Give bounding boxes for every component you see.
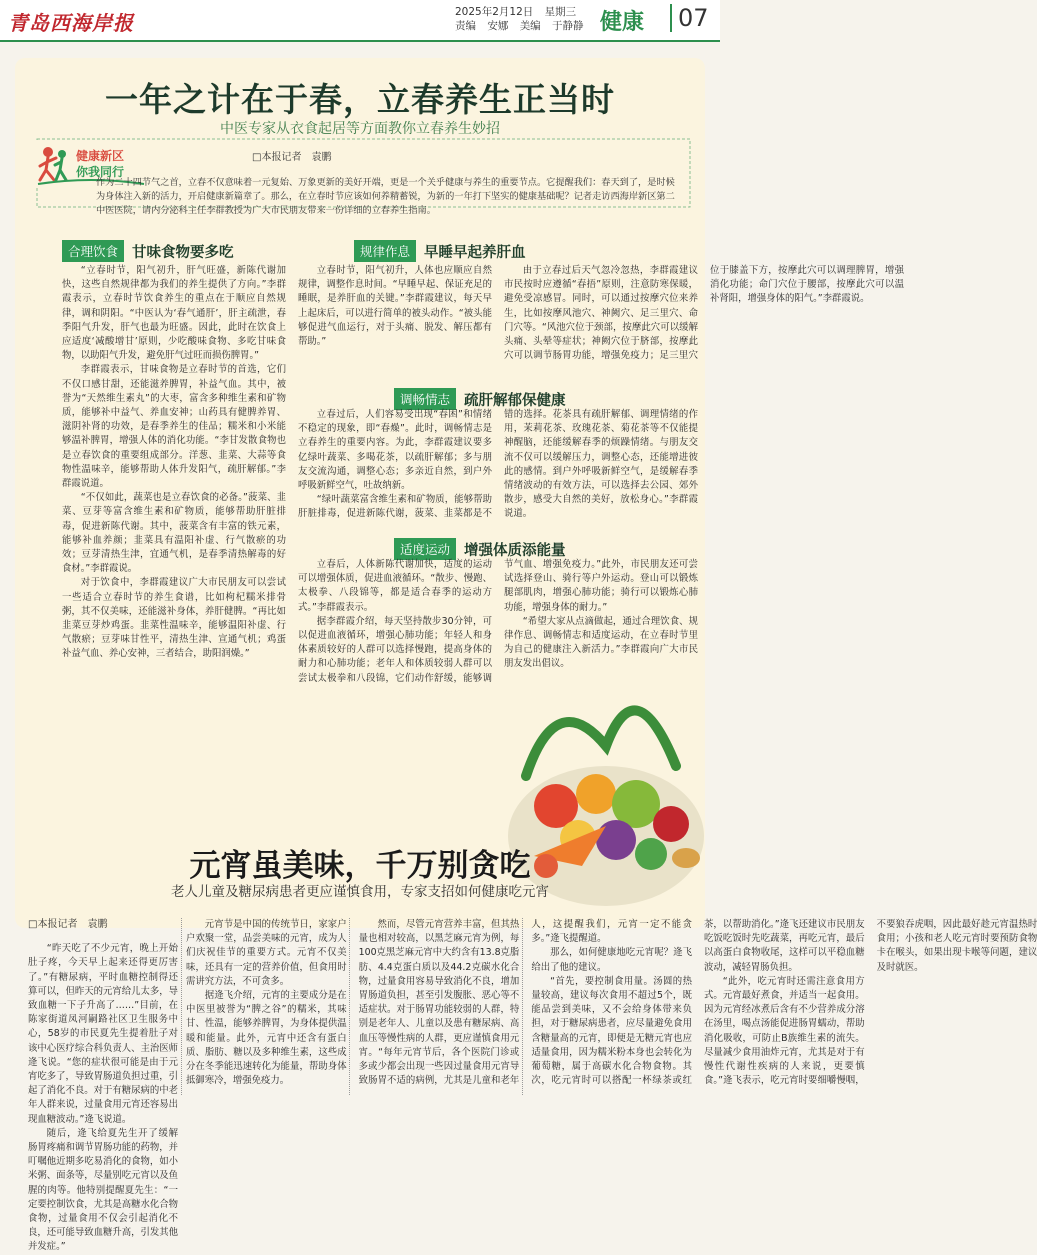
article2-columns-2-4	[186, 918, 1037, 1095]
paragraph: 据逄飞介绍，元宵的主要成分是在中医里被誉为“脾之谷”的糯米，其味甘、性温，能够养脾胃，为身体提供温暖和能量。此外，元宵中还含有蛋白质、脂肪、糖以及多种维生素，这些成分在冬季能迅速转化为能量，帮助身体抵御寒冷，增强免疫力。	[186, 990, 347, 1087]
section-name: 健康	[600, 10, 645, 35]
paragraph: 随后，逄飞给夏先生开了缓解肠胃疼痛和调节胃肠功能的药物，并叮嘱他近期多吃易消化的食物，如小米粥、面条等，尽量别吃元宵以及鱼腥的肉等。他特别提醒夏先生：“一定要控制饮食，尤其是高糖水化合物食物，过量食用不仅会引起消化不良，还可能导致血糖升高，引发其他并发症。”	[28, 1127, 179, 1253]
section-tag: 规律作息	[354, 240, 416, 262]
section-title: 早睡早起养肝血	[424, 244, 526, 261]
badge-line-2: 你我同行	[76, 165, 125, 179]
section-body-routine	[298, 264, 904, 364]
section-tag: 合理饮食	[62, 240, 124, 262]
paragraph: 那么，如何健康地吃元宵呢？逄飞给出了他的建议。	[531, 947, 692, 973]
column-divider	[349, 918, 350, 1095]
section-heading-exercise	[394, 538, 566, 560]
section-heading-diet	[62, 240, 234, 262]
editor-credit: 安娜	[487, 20, 509, 32]
article1-title: 一年之计在于春，立春养生正当时	[105, 80, 615, 119]
article2-body	[28, 918, 1037, 1253]
paragraph: “绿叶蔬菜富含维生素和矿物质，能够帮助肝脏排毒，促进新陈代谢，菠菜、韭菜都是不错的选择。花茶具有疏肝解郁、调理情绪的作用，茉莉花茶、玫瑰花茶、菊花茶等不仅能提神醒脑，还能缓解春季的烦躁情绪。与朋友交流不仅可以缓解压力，调整心态，还能增进彼此的感情。到户外呼吸新鲜空气，是缓解春季情绪波动的有效方法，可以选择去公园、郊外散步，感受大自然的美好，放松身心。”李群霞说道。	[298, 409, 698, 520]
editor-credit: 于静静	[552, 20, 584, 32]
section-title: 增强体质添能量	[464, 542, 566, 559]
section-tag: 适度运动	[394, 538, 456, 560]
section-title: 甘味食物要多吃	[132, 244, 234, 261]
article2-column-1	[28, 918, 179, 1253]
masthead: 青岛西海岸报	[8, 11, 134, 35]
issue-weekday: 星期三	[544, 6, 577, 18]
article2-byline: □本报记者 袁鹏	[28, 919, 108, 930]
paragraph: 立春过后，人们容易受出现“春困”和情绪不稳定的现象，即“春燥”。此时，调畅情志是立春养生的重要内容。为此，李群霞建议要多亿绿叶蔬菜、多喝花茶，以疏肝解郁；多与朋友交流沟通，调整心态；多亲近自然，到户外呼吸新鲜空气，吐故纳新。	[298, 409, 492, 492]
paragraph: 李群霞表示，甘味食物是立春时节的首选，它们不仅口感甘甜，还能滋养脾胃，补益气血。其中，被誉为“天然维生素丸”的大枣，富含多种维生素和矿物质，能够补中益气、养血安神；山药具有健脾养胃、滋阴补肾的功效，是春季养生的佳品；糯米和小米能够温补脾胃，增强人体的消化功能。“李甘发散食物也是立春饮食的重要组成部分。洋葱、韭菜、大蒜等食物性温味辛，能够帮助人体升发阳气，疏肝解郁。”李群霞说道。	[62, 364, 286, 490]
editor-credit: 责编	[455, 20, 476, 32]
section-tag: 调畅情志	[394, 388, 456, 410]
paragraph: 然而，尽管元宵营养丰富，但其热量也相对较高，以黑芝麻元宵为例，每100克黑芝麻元宵中大约含有13.8克脂肪、4.4克蛋白质以及44.2克碳水化合物，过量食用容易导致消化不良，增加胃肠道负担，甚至引发腹胀、恶心等不适症状。对于肠胃功能较弱的人群，特别是老年人、儿童以及患有糖尿病、高血压等慢性病的人群，更应谨慎食用元宵。“每年元宵节后，各个医院门诊或多或少都会出现一些因过量食用元宵导致肠胃不适的病例，尤其是儿童和老年人，这提醒我们，元宵一定不能贪多。”逄飞提醒道。	[358, 919, 692, 1087]
section-heading-emotion	[394, 388, 566, 410]
paragraph: 对于饮食中，李群霞建议广大市民朋友可以尝试一些适合立春时节的养生食谱，比如枸杞糯米排骨粥，其不仅美味，还能滋补身体，养肝健脾。“再比如韭菜豆芽炒鸡蛋。韭菜性温味辛，能够温阳补虚、行气散瘀；豆芽味甘性平，清热生津、宣通气机；鸡蛋补益气血、养心安神，三者结合，助阳润燥。”	[62, 577, 286, 660]
editor-credit: 美编	[519, 20, 541, 32]
section-body-emotion	[298, 408, 698, 530]
paragraph: 立春时节，阳气初升，人体也应顺应自然规律，调整作息时间。“早睡早起、保证充足的睡眠，是养肝血的关键。”李群霞建议，每天早上起床后，可以进行简单的被头动作。“被头能够促进气血运行，对于头痛、脱发、解压都有帮助。”	[298, 265, 492, 348]
badge-line-1: 健康新区	[76, 149, 125, 163]
paragraph: “首先，要控制食用量。汤圆的热量较高，建议每次食用不超过5个，既能品尝到美味，又不会给身体带来负担，对于糖尿病患者，应尽量避免食用含糖量高的元宵，即便是无糖元宵也应适量食用，因为糯米粉本身也会转化为葡萄糖，属于高碳水化合物食物。其次，吃元宵时可以搭配一杯绿茶或红茶，以帮助消化。”逄飞还建议市民朋友吃饭吃饭时先吃蔬菜，再吃元宵，最后以高蛋白食物收尾，这样可以平稳血糖波动，减轻胃肠负担。	[531, 919, 865, 1087]
paragraph: “昨天吃了不少元宵，晚上开始肚子疼，今天早上起来还得更厉害了。”有糖尿病，平时血糖控制得还算可以，但昨天的元宵给儿太多，导致血糖一下子升高了……”目前，在陈家街道凤河嗣路社区卫生服务中心，58岁的市民夏先生提着肚子对该中心医疗综合科负责人、主治医师逄飞说。“您的症状很可能是由于元宵吃多了，导致胃肠道负担过重，引起了消化不良。对于有糖尿病的中老年人群来说，过量食用元宵还容易出现血糖波动。”逄飞说道。	[28, 943, 179, 1125]
article2-subtitle: 老人儿童及糖尿病患者更应谨慎食用，专家支招如何健康吃元宵	[171, 884, 549, 900]
paragraph: “不仅如此，蔬菜也是立春饮食的必备。”菠菜、韭菜、豆芽等富含维生素和矿物质，能够帮助肝脏排毒，促进新陈代谢。其中，菠菜含有丰富的铁元素，能够补血养颜；韭菜具有温阳补虚、行气散瘀的功效；豆芽清热生津，宜通气机，是春季清热解毒的好食材。”李群霞说。	[62, 492, 286, 575]
section-title: 疏肝解郁保健康	[464, 392, 566, 409]
column-divider	[522, 918, 523, 1095]
column-divider	[181, 918, 182, 1095]
section-heading-routine	[354, 240, 526, 262]
paragraph: 据李群霞介绍，每天坚持散步30分钟，可以促进血液循环，增强心肺功能；年轻人和身体素质较好的人群可以选择慢跑，提高身体的耐力和心肺功能；老年人和体质较弱人群可以尝试太极拳和八段锦，它们动作舒缓，能够调节气血、增强免疫力。”此外，市民朋友还可尝试选择登山、骑行等户外运动。登山可以锻炼腿部肌肉，增强心肺功能；骑行可以锻炼心肺功能，增强身体的耐力。”	[298, 559, 698, 684]
paragraph: “此外，吃元宵时还需注意食用方式。元宵最好煮食，并适当一起食用。因为元宵经冰煮后含有不少营养成分溶在汤里，喝点汤能促进肠胃蠕动，帮助消化吸收，可防止B族维生素的流失。尽量减少食用油炸元宵，尤其是对于有慢性代谢性疾病的人来说，更要慎食。”逄飞表示，吃元宵时要细嚼慢咽，不要狼吞虎咽，因此最好趁元宵温热时食用；小孩和老人吃元宵时要预防食物卡在喉头，如果出现卡喉等问题，建议及时就医。	[703, 919, 1037, 1087]
article2-title: 元宵虽美味，千万别贪吃	[189, 848, 531, 884]
article1-subtitle: 中医专家从衣食起居等方面教你立春养生妙招	[220, 121, 500, 137]
paragraph: 立春后，人体新陈代谢加快，适度的运动可以增强体质，促进血液循环。“散步、慢跑、太极拳、八段锦等，都是适合春季的运动方式。”李群霞表示。	[298, 559, 492, 613]
issue-info	[455, 5, 592, 33]
paragraph: 元宵节是中国的传统节日，家家户户欢聚一堂，品尝美味的元宵，成为人们庆祝佳节的重要方式。元宵不仅美味，还具有一定的营养价值，但食用时需讲究方法，不可贪多。	[186, 919, 347, 987]
article1-byline: □本报记者 袁鹏	[252, 152, 332, 163]
fruits-vegetables-illustration	[486, 626, 708, 956]
page-header	[0, 0, 720, 42]
paragraph: “立春时节，阳气初升，肝气旺盛，新陈代谢加快，这些自然规律都为我们的养生提供了方向。”李群霞表示，立春时节饮食养生的重点在于顺应自然规律，调和阴阳。“中医认为‘春气通肝’，肝主疏泄，春季阳气升发，肝气也最为旺盛。因此，此时在饮食上应适度‘减酸增甘’原则，少吃酸味食物、多吃甘味食物，以助阳气升发，避免肝气过旺而损伤脾胃。”	[62, 265, 286, 362]
issue-date: 2025年2月12日	[455, 6, 534, 18]
page-number: 07	[670, 4, 709, 32]
section-body-diet	[62, 264, 286, 924]
paragraph: “希望大家从点滴做起，通过合理饮食、规律作息、调畅情志和适度运动，在立春时节里为自己的健康注入新活力。”李群霞向广大市民朋友发出倡议。	[504, 615, 698, 670]
article1-intro: 作为二十四节气之首，立春不仅意味着一元复始、万象更新的美好开端，更是一个关乎健康与养生的重要节点。它提醒我们：春天到了，是时候为身体注入新的活力，开启健康新篇章了。那么，在立春时节应该如何养精蓄锐，为新的一年打下坚实的健康基础呢？记者走访西海岸新区第二中医医院，请内分泌科主任李群教授为广大市民朋友带来一份详细的立春养生指南。	[96, 177, 675, 216]
paragraph: 由于立春过后天气忽冷忽热，李群霞建议市民按时应遵循“春捂”原则，注意防寒保暖，避免受凉感冒。同时，可以通过按摩穴位来养生，比如按摩风池穴、神阙穴、足三里穴、命门穴等。“风池穴位于颈部，按摩此穴可以缓解头痛、头晕等症状；神阙穴位于脐部，按摩此穴可以调节肠胃功能，增强免疫力；足三里穴位于膝盖下方，按摩此穴可以调理脾胃，增强消化功能；命门穴位于腰部，按摩此穴可以温补肾阳，增强身体的阳气。”李群霞说。	[504, 265, 904, 362]
